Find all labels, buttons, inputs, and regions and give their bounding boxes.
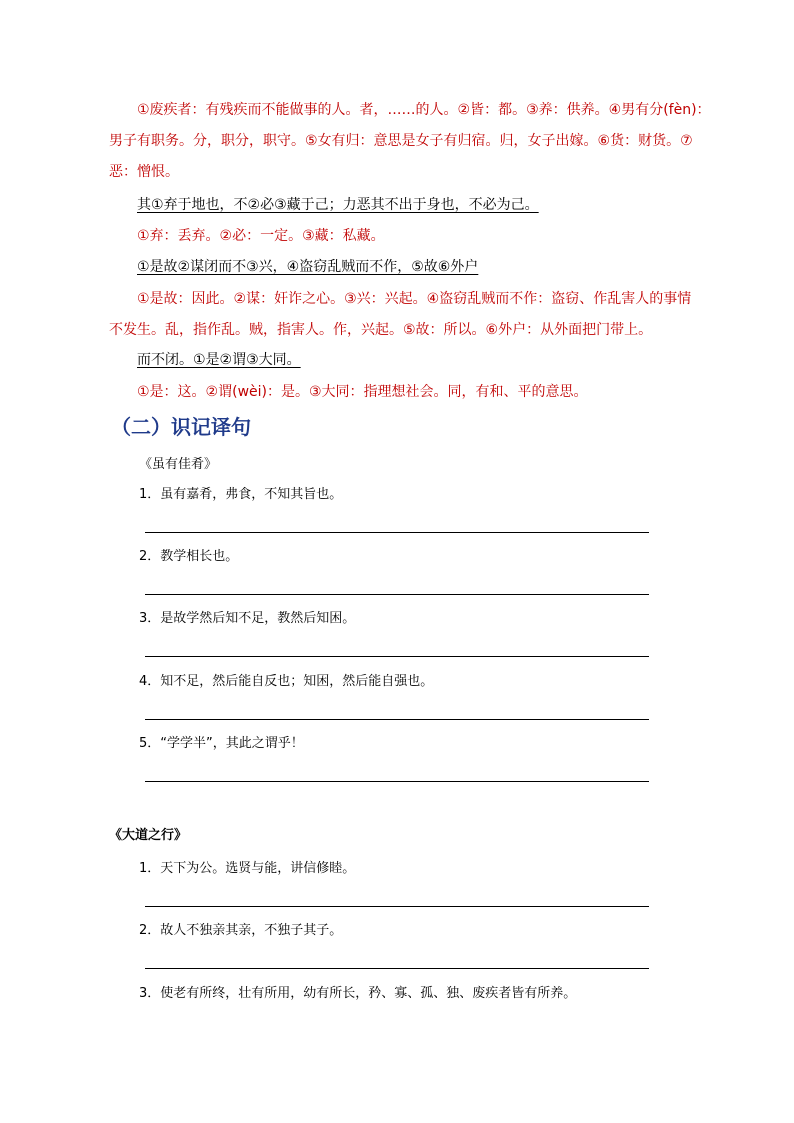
answer-line[interactable]	[145, 594, 649, 595]
original-text-line: 而不闭。①是②谓③大同。	[137, 352, 301, 368]
question-item: 3．使老有所终，壮有所用，幼有所长，矜、寡、孤、独、废疾者皆有所养。	[139, 986, 577, 1001]
answer-line[interactable]	[145, 532, 649, 533]
question-item: 5．“学学半”，其此之谓乎！	[139, 736, 304, 751]
group-title: 《虽有佳肴》	[139, 457, 218, 472]
group-title: 《大道之行》	[109, 828, 188, 843]
answer-line[interactable]	[145, 968, 649, 969]
answer-line[interactable]	[145, 719, 649, 720]
question-item: 1．虽有嘉肴，弗食，不知其旨也。	[139, 487, 343, 502]
question-item: 2．故人不独亲其亲，不独子其子。	[139, 923, 343, 938]
note-line: 男子有职务。分，职分，职守。⑤女有归：意思是女子有归宿。归，女子出嫁。⑥货：财货。⑦	[109, 133, 693, 149]
note-line: ①废疾者：有残疾而不能做事的人。者，……的人。②皆：都。③养：供养。④男有分(fèn)：	[137, 102, 711, 118]
note-line: ①弃：丢弃。②必：一定。③藏：私藏。	[137, 228, 385, 244]
question-item: 4．知不足，然后能自反也；知困，然后能自强也。	[139, 674, 434, 689]
question-item: 1．天下为公。选贤与能，讲信修睦。	[139, 861, 356, 876]
answer-line[interactable]	[145, 781, 649, 782]
answer-line[interactable]	[145, 656, 649, 657]
note-line: ①是故：因此。②谋：奸诈之心。③兴：兴起。④盗窃乱贼而不作：盗窃、作乱害人的事情	[137, 291, 692, 307]
answer-line[interactable]	[145, 906, 649, 907]
note-line: ①是：这。②谓(wèi)：是。③大同：指理想社会。同，有和、平的意思。	[137, 384, 588, 400]
original-text-line: ①是故②谋闭而不③兴，④盗窃乱贼而不作，⑤故⑥外户	[137, 259, 479, 275]
question-item: 3．是故学然后知不足，教然后知困。	[139, 611, 356, 626]
original-text-line: 其①弃于地也，不②必③藏于己；力恶其不出于身也，不必为己。	[137, 197, 539, 213]
note-line: 恶：憎恨。	[109, 164, 179, 180]
note-line: 不发生。乱，指作乱。贼，指害人。作，兴起。⑤故：所以。⑥外户：从外面把门带上。	[109, 322, 653, 338]
question-item: 2．教学相长也。	[139, 549, 239, 564]
section-heading: （二）识记译句	[111, 415, 251, 439]
